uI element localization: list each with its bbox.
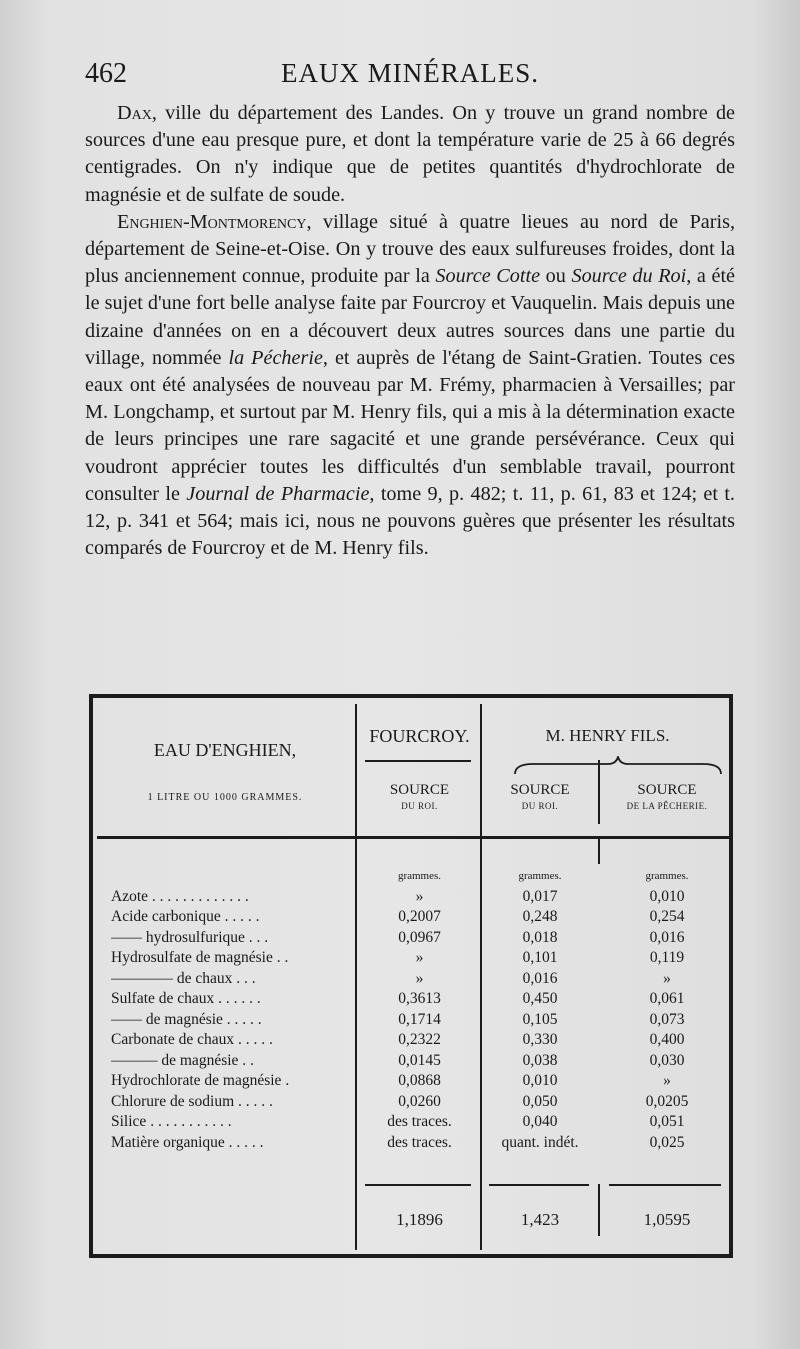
table-row: Hydrochlorate de magnésie . 0,0868 0,010 » <box>111 1072 671 1089</box>
header-rule <box>97 836 729 839</box>
table-row: ———— de chaux . . . » 0,016 » <box>111 969 671 987</box>
table-row: Chlorure de sodium . . . . . 0,0260 0,050 0,0205 <box>111 1092 689 1110</box>
total-fourcroy: 1,1896 <box>396 1210 443 1229</box>
page-number: 462 <box>85 58 127 89</box>
header-source-du-roi-henry: SOURCE DU ROI. <box>510 782 570 811</box>
table-row: —— hydrosulfurique . . . 0,0967 0,018 0,016 <box>111 928 685 946</box>
paragraph-enghien: Enghien-Montmorency, village situé à quatre lieues au nord de Paris, département de Seine-et-Oise. On y trouve des eaux sulfureuses froides, dont la plus anciennement connue, produite par la Source Cotte ou Source du Roi, a été le sujet d'une fort belle analyse faite par Fourcroy et Vauquelin. Mais depuis une dizaine d'années on en a découvert deux autres sources dans une partie du village, nommée la Pécherie, et auprès de l'étang de Saint-Gratien. Toutes ces eaux ont été analysées de nouveau par M. Frémy, pharmacien à Versailles; par M. Longchamp, et surtout par M. Henry fils, qui a mis à la détermination exacte de leurs principes une rare sagacité et une grande persévérance. Ceux qui voudront apprécier toutes les difficultés d'un semblable travail, pourront consulter le Journal de Pharmacie, tome 9, p. 482; t. 11, p. 61, 83 et 124; et t. 12, p. 341 et 564; mais ici, nous ne pouvons guères que présenter les résultats comparés de Fourcroy et de M. Henry fils. <box>85 210 736 560</box>
table-body <box>93 866 733 1153</box>
header-henry: M. HENRY FILS. <box>545 726 670 745</box>
table-row: Silice . . . . . . . . . . . des traces. 0,040 0,051 <box>111 1113 685 1130</box>
table-row: Sulfate de chaux . . . . . . 0,3613 0,450 0,061 <box>111 990 685 1007</box>
total-rule <box>489 1184 589 1186</box>
header-eau-enghien: EAU D'ENGHIEN, <box>153 740 297 760</box>
table-row: Carbonate de chaux . . . . . 0,2322 0,330 0,400 <box>111 1031 685 1048</box>
paragraph-dax: Dax, ville du département des Landes. On y trouve un grand nombre de sources d'une eau presque pure, et dont la température varie de 25 à 66 degrés centigrades. On n'y indique que de petites quantités d'hydrochlorate de magnésie et de sulfate de soude. <box>85 102 735 206</box>
total-henry-pecherie: 1,0595 <box>643 1210 691 1229</box>
header-source-pecherie: SOURCE DE LA PÊCHERIE. <box>626 782 708 811</box>
header-fourcroy: FOURCROY. <box>369 726 470 746</box>
total-rule <box>609 1184 721 1186</box>
units-row: grammes. grammes. grammes. <box>397 870 689 882</box>
header-source-du-roi-fourcroy: SOURCE DU ROI. <box>389 782 450 811</box>
header-rule <box>365 760 471 762</box>
entry-name-enghien: Enghien-Montmorency <box>117 210 307 233</box>
total-rule <box>365 1184 471 1186</box>
brace-icon <box>513 756 723 776</box>
entry-name-dax: Dax <box>117 102 152 124</box>
table-row: Acide carbonique . . . . . 0,2007 0,248 0,254 <box>111 908 685 925</box>
header-litre: 1 LITRE OU 1000 GRAMMES. <box>147 792 303 803</box>
analysis-table <box>89 694 733 1258</box>
page-title: EAUX MINÉRALES. <box>281 58 539 88</box>
table-row: Azote . . . . . . . . . . . . . » 0,017 0,010 <box>111 887 685 905</box>
table-row: Hydrosulfate de magnésie . . » 0,101 0,119 <box>111 949 685 966</box>
total-henry-roi: 1,423 <box>520 1210 560 1229</box>
table-row: —— de magnésie . . . . . 0,1714 0,105 0,073 <box>111 1010 685 1028</box>
body-text <box>85 100 735 562</box>
column-rule <box>598 838 600 864</box>
totals-row <box>93 1210 733 1234</box>
running-head <box>85 58 735 92</box>
table-row: Matière organique . . . . . des traces. quant. indét. 0,025 <box>111 1133 685 1151</box>
table-row: ——— de magnésie . . 0,0145 0,038 0,030 <box>111 1051 685 1069</box>
